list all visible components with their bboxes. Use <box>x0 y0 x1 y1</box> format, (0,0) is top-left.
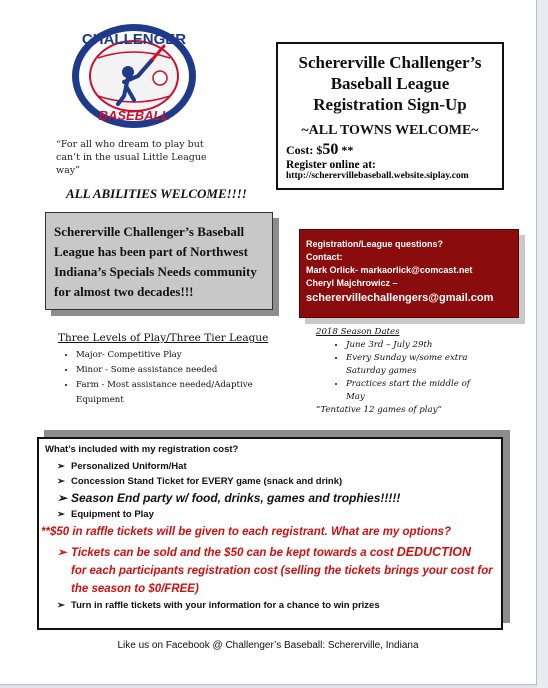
contact-cheryl: Cheryl Majchrowicz – <box>306 278 398 288</box>
cost-line <box>286 141 502 159</box>
season-item: • Practices start the middle of May <box>346 378 488 404</box>
contact-questions: Registration/League questions? <box>306 239 444 249</box>
option-sell-text: Tickets can be sold and the $50 can be kept towards a cost <box>71 547 397 559</box>
included-item <box>45 459 495 474</box>
included-item-party <box>45 489 495 507</box>
challenger-baseball-logo <box>68 20 200 132</box>
register-online-label: Register online at: <box>286 159 376 171</box>
title-line-3: Registration Sign-Up <box>313 95 467 114</box>
cost-label: Cost: $ <box>286 143 323 157</box>
option-turn-in-text: Turn in raffle tickets with your information for a chance to win prizes <box>71 600 380 611</box>
season-item: • Every Sunday w/some extra Saturday games <box>346 352 488 378</box>
included-item <box>45 507 495 522</box>
option-sell-continued: for each participants registration cost (selling the tickets brings your cost for the season to $0/FREE) <box>71 565 493 595</box>
raffle-option-sell <box>45 543 495 598</box>
arrow-bullet-icon: ➢ <box>57 509 65 520</box>
arrow-bullet-icon: ➢ <box>57 600 65 611</box>
included-item-label: Concession Stand Ticket for EVERY game (snack and drink) <box>71 476 343 487</box>
included-item-label: Season End party w/ food, drinks, games and trophies!!!!! <box>71 491 401 505</box>
levels-title: Three Levels of Play/Three Tier League <box>58 332 269 344</box>
registration-title-box <box>276 42 504 190</box>
window-edge <box>537 0 548 688</box>
mission-quote: “For all who dream to play but can’t in the usual Little League way” <box>56 139 207 176</box>
league-history-box: Schererville Challenger’s Baseball League has been part of Northwest Indiana’s Specials Needs community for almost two decades!!! <box>45 212 273 310</box>
option-sell-deduction: DEDUCTION <box>396 545 472 559</box>
title-line-2: Baseball League <box>330 74 450 93</box>
cost-amount: 50 <box>322 141 339 158</box>
contact-email-challengers[interactable]: scherervillechallengers@gmail.com <box>306 292 494 304</box>
contact-box <box>299 229 519 318</box>
levels-section <box>58 332 283 408</box>
included-box <box>37 437 503 630</box>
arrow-bullet-icon: ➢ <box>57 491 68 505</box>
level-item: • Major- Competitive Play <box>76 348 283 363</box>
arrow-bullet-icon: ➢ <box>57 547 67 559</box>
level-item: • Minor - Some assistance needed <box>76 363 283 378</box>
facebook-footer: Like us on Facebook @ Challenger’s Baseball: Schererville, Indiana <box>117 640 419 651</box>
all-abilities-heading: ALL ABILITIES WELCOME!!!! <box>66 186 247 201</box>
level-item: • Farm - Most assistance needed/Adaptive Equipment <box>76 378 283 408</box>
logo-word-bottom: BASEBALL <box>98 108 170 123</box>
included-question: What’s included with my registration cost? <box>45 444 239 455</box>
season-item: • June 3rd – July 29th <box>346 339 488 352</box>
contact-mark-orlick[interactable]: Mark Orlick- markaorlick@comcast.net <box>306 265 473 275</box>
season-list <box>316 339 488 404</box>
contact-label: Contact: <box>306 252 343 262</box>
included-item-label: Personalized Uniform/Hat <box>71 461 187 472</box>
season-dates-section <box>316 327 488 415</box>
season-title: 2018 Season Dates <box>316 327 400 337</box>
registration-url[interactable]: http://scherervillebaseball.website.siplay.com <box>286 171 469 181</box>
raffle-option-turn-in <box>45 598 495 613</box>
cost-suffix: ** <box>338 143 354 157</box>
logo-word-top: CHALLENGER <box>81 31 187 48</box>
all-towns-welcome: ~ALL TOWNS WELCOME~ <box>301 123 479 138</box>
levels-list <box>58 348 283 408</box>
tentative-games: “Tentative 12 games of play” <box>316 405 442 415</box>
included-item-label: Equipment to Play <box>71 509 154 520</box>
raffle-question: **$50 in raffle tickets will be given to each registrant. What are my options? <box>41 526 452 538</box>
arrow-bullet-icon: ➢ <box>57 461 65 472</box>
included-item <box>45 474 495 489</box>
title-line-1: Schererville Challenger’s <box>298 53 482 72</box>
arrow-bullet-icon: ➢ <box>57 476 65 487</box>
